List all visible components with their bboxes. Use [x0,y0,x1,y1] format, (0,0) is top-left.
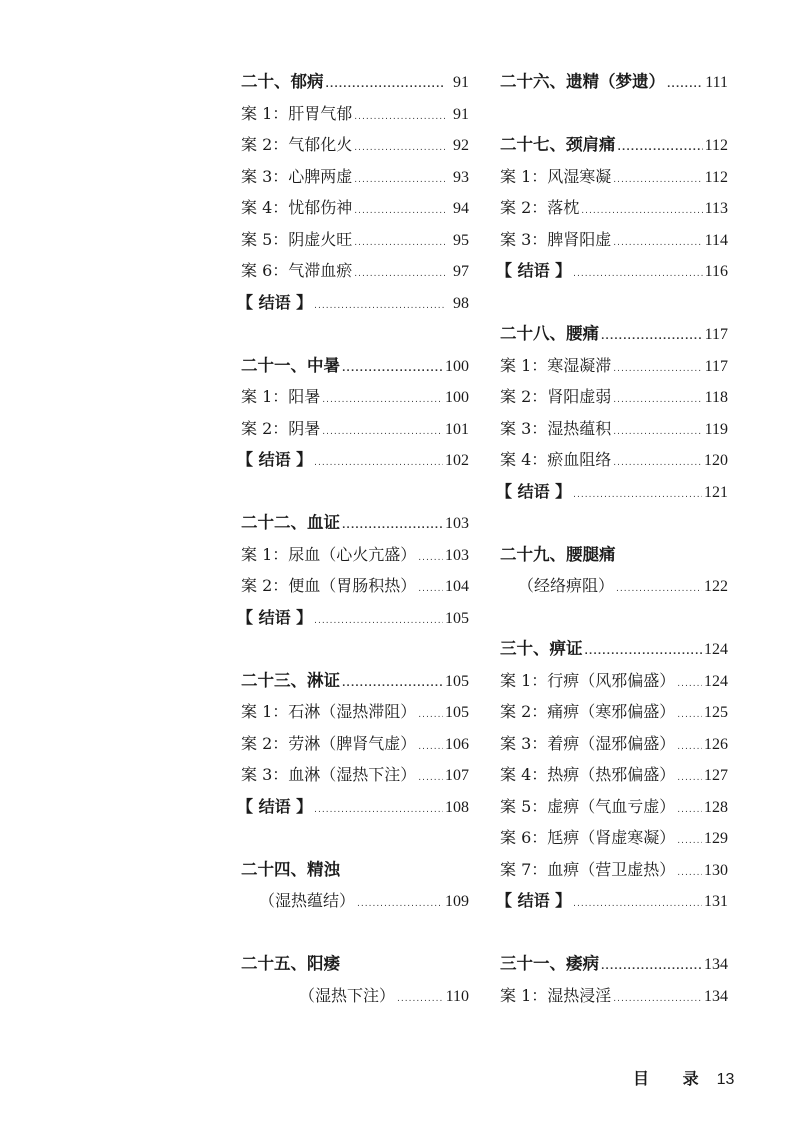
dot-leader [314,795,443,827]
toc-summary-entry[interactable] [237,444,469,476]
toc-page-number: 117 [704,357,728,375]
toc-entry-title: （经络痹阻） [518,576,615,595]
dot-leader [613,417,702,449]
toc-page-number: 111 [705,74,728,91]
toc-summary-entry[interactable] [496,476,728,508]
toc-entry-title: 二十四、精浊 [241,859,340,879]
toc-case-entry[interactable] [241,255,469,287]
toc-chapter-heading[interactable] [500,129,728,161]
toc-case-entry[interactable] [241,539,469,571]
toc-spacer [241,476,469,508]
toc-page-number: 116 [704,263,728,280]
toc-entry-title: 案 3：着痹（湿邪偏盛） [500,733,676,753]
toc-page-number: 97 [453,263,469,280]
toc-entry-title: 案 2：阴暑 [241,418,321,438]
dot-leader [418,732,443,764]
toc-entry-title: 案 3：脾肾阳虚 [500,229,612,249]
toc-case-entry[interactable] [241,224,469,256]
dot-leader [677,669,702,701]
dot-leader [314,606,443,638]
toc-case-entry[interactable] [500,665,728,697]
toc-page-number: 103 [445,515,469,532]
toc-page-number: 105 [445,609,469,627]
toc-page-number: 134 [704,956,728,973]
toc-case-entry[interactable] [500,728,728,760]
toc-page-number: 103 [445,546,469,564]
dot-leader [601,952,702,984]
toc-entry-title: 三十一、痿病 [500,954,599,973]
dot-leader [677,763,702,795]
toc-case-entry[interactable] [241,413,469,445]
dot-leader [677,732,702,764]
toc-entry-title: 案 1：寒湿凝滞 [500,355,612,375]
toc-entry-title: 案 3：心脾两虚 [241,166,353,186]
footer-page-number: 13 [716,1071,735,1088]
dot-leader [613,984,702,1016]
toc-entry-title: 三十、痹证 [500,639,583,658]
toc-entry-title: 案 2：气郁化火 [241,135,353,154]
dot-leader [354,259,445,291]
toc-page-number: 112 [704,168,728,186]
toc-entry-title: 二十、郁病 [241,72,324,91]
dot-leader [677,858,702,890]
dot-leader [354,196,445,228]
dot-leader [601,322,703,354]
toc-case-entry[interactable] [241,696,469,728]
toc-case-entry[interactable] [500,350,728,382]
dot-leader [677,795,702,827]
toc-chapter-heading[interactable] [500,633,728,665]
toc-page-number: 124 [704,641,728,658]
toc-entry-title: 案 1：阳暑 [241,387,321,406]
toc-spacer [241,822,469,854]
toc-entry-title: 【 结语 】 [237,796,313,816]
dot-leader [613,385,702,417]
toc-entry-title: 案 4：瘀血阻络 [500,450,612,469]
toc-page-number: 105 [445,672,469,690]
toc-case-entry[interactable] [500,413,728,445]
toc-entry-title: 【 结语 】 [496,481,572,501]
dot-leader [573,480,702,512]
toc-entry-title: 案 1：风湿寒凝 [500,166,612,186]
dot-leader [357,889,443,921]
toc-entry-title: 【 结语 】 [496,891,572,910]
toc-page-number: 131 [704,893,728,910]
toc-page-number: 128 [704,798,728,816]
dot-leader [314,448,443,480]
toc-case-entry[interactable] [500,381,728,413]
toc-summary-entry[interactable] [237,791,469,823]
toc-case-entry[interactable] [500,192,728,224]
toc-page-number: 94 [453,200,469,217]
toc-page-number: 114 [704,231,728,249]
toc-entry-title: 案 2：便血（胃肠积热） [241,576,417,595]
toc-entry-title: 案 2：肾阳虚弱 [500,387,612,406]
toc-entry-title: 案 1：湿热浸淫 [500,985,612,1005]
toc-case-entry[interactable] [241,192,469,224]
toc-case-entry[interactable] [500,444,728,476]
toc-page-number: 120 [704,452,728,469]
toc-page-number: 124 [704,672,728,690]
toc-page-number: 110 [445,987,469,1005]
dot-leader [613,228,702,260]
toc-entry-title: 【 结语 】 [237,450,313,469]
toc-page-number: 91 [453,74,469,91]
toc-case-entry[interactable] [500,791,728,823]
dot-leader [418,543,443,575]
toc-page-number: 121 [704,483,728,501]
toc-page-number: 119 [704,420,728,438]
dot-leader [322,417,443,449]
toc-entry-title: 案 4：忧郁伤神 [241,198,353,217]
toc-spacer [500,507,728,539]
dot-leader [397,984,444,1016]
dot-leader [354,228,445,260]
toc-entry-title: 二十五、阳痿 [241,954,340,973]
toc-spacer [241,917,469,949]
toc-entry-title: 案 6：尪痹（肾虚寒凝） [500,828,676,847]
dot-leader [418,700,443,732]
toc-page-number: 98 [453,294,469,312]
toc-entry-title: 【 结语 】 [496,261,572,280]
dot-leader [354,133,445,165]
page-footer [633,1066,734,1089]
dot-leader [613,448,702,480]
toc-chapter-heading[interactable] [500,66,728,98]
dot-leader [314,291,445,323]
toc-chapter-heading[interactable] [241,66,469,98]
toc-page-number: 106 [445,735,469,753]
toc-page-number: 112 [704,137,728,154]
toc-chapter-heading[interactable] [500,539,728,571]
toc-page-number: 95 [453,231,469,249]
toc-case-entry[interactable] [500,980,728,1012]
toc-page-number: 117 [704,326,728,343]
toc-entry-title: 案 2：痛痹（寒邪偏盛） [500,702,676,721]
toc-entry-title: 案 3：湿热蕴积 [500,418,612,438]
toc-chapter-heading[interactable] [500,318,728,350]
toc-entry-title: 案 2：落枕 [500,198,580,217]
toc-case-entry[interactable] [500,224,728,256]
toc-page-number: 100 [445,389,469,406]
dot-leader [342,354,443,386]
toc-page-number: 126 [704,735,728,753]
toc-case-entry[interactable] [500,696,728,728]
toc-page-number: 122 [704,578,728,595]
toc-entry-title: 案 2：劳淋（脾肾气虚） [241,733,417,753]
dot-leader [573,889,702,921]
dot-leader [677,826,702,858]
toc-case-entry[interactable] [241,129,469,161]
toc-entry-title: 案 1：行痹（风邪偏盛） [500,670,676,690]
toc-entry-title: 案 7：血痹（营卫虚热） [500,859,676,879]
dot-leader [616,574,702,606]
toc-page-number: 102 [445,452,469,469]
dot-leader [613,165,702,197]
toc-spacer [500,602,728,634]
toc-page-number: 108 [445,798,469,816]
toc-page-number: 130 [704,861,728,879]
toc-page-number: 101 [445,420,469,438]
dot-leader [354,102,445,134]
toc-entry-title: 二十一、中暑 [241,355,340,375]
toc-chapter-subtitle[interactable] [500,570,728,602]
dot-leader [677,700,702,732]
toc-entry-title: 案 5：虚痹（气血亏虚） [500,796,676,816]
toc-spacer [500,287,728,319]
toc-summary-entry[interactable] [496,255,728,287]
toc-case-entry[interactable] [241,161,469,193]
toc-chapter-subtitle[interactable] [241,980,469,1012]
toc-entry-title: 二十六、遗精（梦遗） [500,72,665,91]
toc-page-number: 134 [704,987,728,1005]
footer-section-label: 目 录 [633,1069,713,1088]
toc-page-number: 105 [445,704,469,721]
toc-entry-title: 案 1：石淋（湿热滞阻） [241,702,417,721]
toc-entry-title: 案 3：血淋（湿热下注） [241,765,417,784]
toc-page-number: 100 [445,357,469,375]
toc-chapter-heading[interactable] [241,350,469,382]
toc-entry-title: 案 6：气滞血瘀 [241,261,353,280]
toc-left-column [237,66,469,1011]
toc-page-number: 104 [445,578,469,595]
toc-case-entry[interactable] [241,98,469,130]
toc-entry-title: 案 4：热痹（热邪偏盛） [500,765,676,784]
dot-leader [322,385,443,417]
toc-page-number: 91 [453,105,469,123]
toc-page-number: 93 [453,168,469,186]
dot-leader [667,70,703,102]
toc-entry-title: 二十三、淋证 [241,670,340,690]
toc-case-entry[interactable] [241,381,469,413]
dot-leader [573,259,702,291]
toc-chapter-heading[interactable] [241,948,469,980]
toc-entry-title: 二十七、颈肩痛 [500,135,616,154]
toc-case-entry[interactable] [241,728,469,760]
toc-spacer [500,98,728,130]
toc-case-entry[interactable] [500,161,728,193]
toc-case-entry[interactable] [500,822,728,854]
toc-summary-entry[interactable] [237,287,469,319]
toc-summary-entry[interactable] [237,602,469,634]
toc-spacer [241,318,469,350]
toc-entry-title: 二十九、腰腿痛 [500,544,616,564]
toc-entry-title: （湿热下注） [299,985,396,1005]
toc-summary-entry[interactable] [496,885,728,917]
toc-case-entry[interactable] [500,854,728,886]
toc-entry-title: 案 1：肝胃气郁 [241,103,353,123]
toc-entry-title: 案 5：阴虚火旺 [241,229,353,249]
toc-entry-title: 二十八、腰痛 [500,324,599,343]
toc-page-number: 125 [704,704,728,721]
dot-leader [618,133,703,165]
toc-entry-title: （湿热蕴结） [259,891,356,910]
toc-chapter-subtitle[interactable] [241,885,469,917]
toc-page-number: 92 [453,137,469,154]
toc-page-number: 113 [704,200,728,217]
toc-page-number: 129 [704,830,728,847]
dot-leader [354,165,445,197]
dot-leader [418,574,443,606]
toc-chapter-heading[interactable] [241,507,469,539]
toc-page-number: 107 [445,767,469,784]
toc-page-number: 118 [704,389,728,406]
toc-entry-title: 【 结语 】 [237,607,313,627]
toc-page-number: 109 [445,893,469,910]
toc-case-entry[interactable] [241,570,469,602]
toc-spacer [500,917,728,949]
toc-chapter-heading[interactable] [500,948,728,980]
toc-chapter-heading[interactable] [241,665,469,697]
toc-page-number: 127 [704,767,728,784]
toc-entry-title: 二十二、血证 [241,513,340,532]
toc-spacer [241,633,469,665]
toc-entry-title: 案 1：尿血（心火亢盛） [241,544,417,564]
toc-chapter-heading[interactable] [241,854,469,886]
dot-leader [418,763,443,795]
toc-case-entry[interactable] [241,759,469,791]
toc-right-column [496,66,728,1011]
dot-leader [613,354,702,386]
toc-entry-title: 【 结语 】 [237,292,313,312]
toc-case-entry[interactable] [500,759,728,791]
